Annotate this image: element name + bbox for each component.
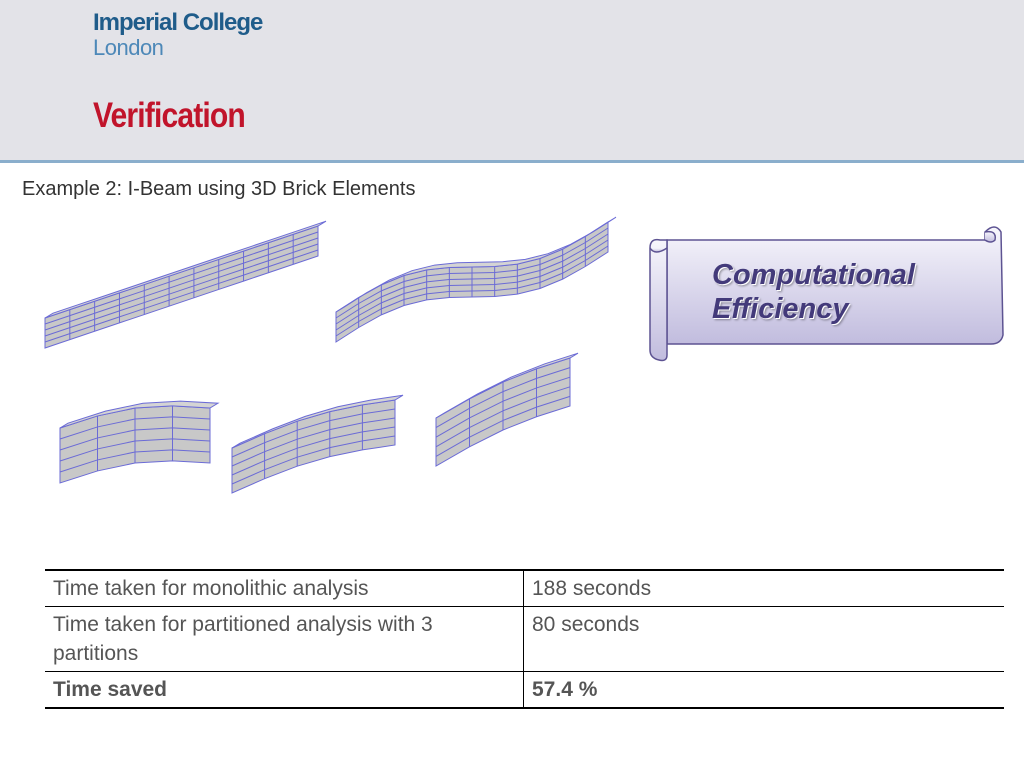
callout-line-2: Efficiency xyxy=(712,293,849,325)
slide-subtitle: Example 2: I-Beam using 3D Brick Elements xyxy=(22,178,416,200)
straight-beam xyxy=(45,221,326,348)
table-row xyxy=(45,570,1004,607)
slide-header xyxy=(0,0,1024,163)
table-cell-label: Time taken for monolithic analysis xyxy=(45,570,524,607)
table-row xyxy=(45,607,1004,672)
imperial-college-logo xyxy=(93,10,262,60)
table-cell-value: 188 seconds xyxy=(524,570,1005,607)
table-cell-value: 80 seconds xyxy=(524,607,1005,672)
logo-line-2: London xyxy=(93,35,164,60)
partition-beam-2 xyxy=(232,395,403,493)
slide-title: Verification xyxy=(93,96,245,135)
callout-line-1: Computational xyxy=(712,259,915,291)
table-cell-value: 57.4 % xyxy=(524,672,1005,709)
deformed-beam xyxy=(336,217,616,342)
results-table xyxy=(45,569,1004,709)
logo-line-1: Imperial College xyxy=(93,9,263,36)
callout-text xyxy=(712,258,915,326)
table-cell-label: Time taken for partitioned analysis with 3 partitions xyxy=(45,607,524,672)
partition-beam-1 xyxy=(60,401,218,483)
beam-mesh-illustrations xyxy=(0,200,640,510)
table-cell-label: Time saved xyxy=(45,672,524,709)
partition-beam-3 xyxy=(436,353,578,466)
table-row xyxy=(45,672,1004,709)
